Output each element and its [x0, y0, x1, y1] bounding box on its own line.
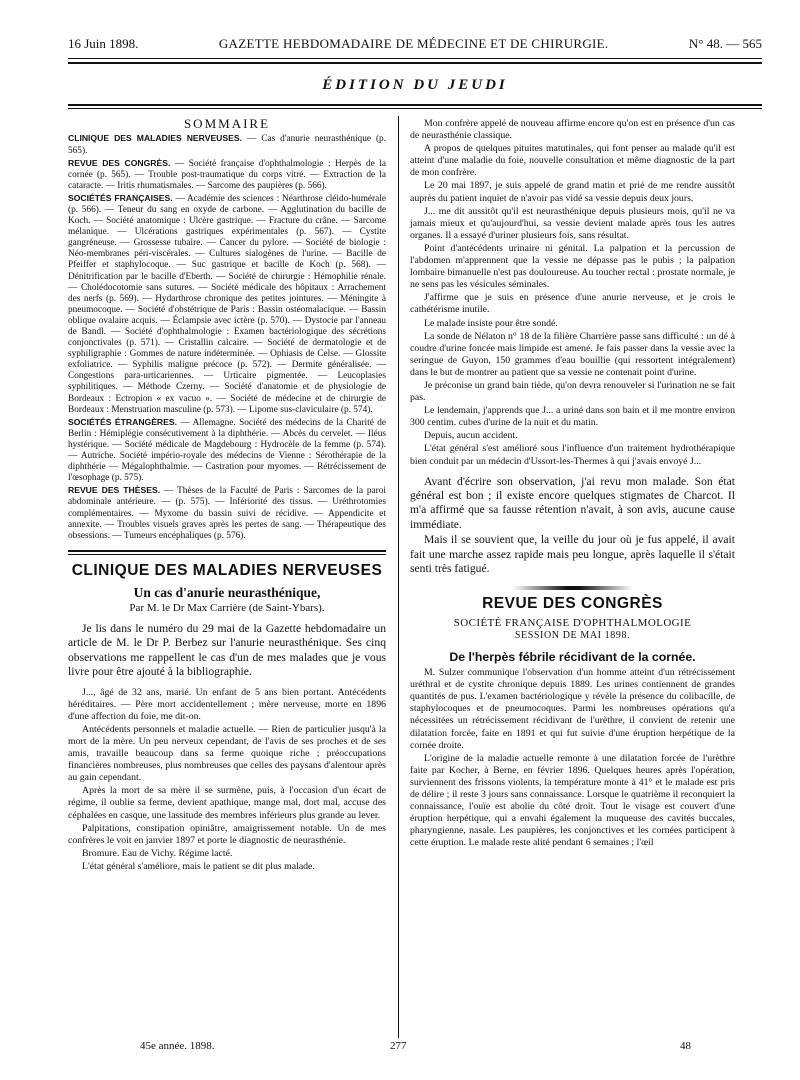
- header-date: 16 Juin 1898.: [68, 36, 139, 51]
- article-paragraph: Bromure. Eau de Vichy. Régime lacté.: [82, 847, 233, 859]
- sommaire-item: REVUE DES CONGRÈS. — Société française d'ophthalmologie : Herpès de la cornée (p. 565). — Trouble post-traumatique du corps vitré. — Extraction de la cataracte. — Iritis rhumatismales. — Sarcome des paupières (p. 566).: [68, 157, 386, 191]
- article-paragraph: Le 20 mai 1897, je suis appelé de grand matin et prié de me rendre aussitôt auprès du patient inquiet de n'avoir pas vidé sa vessie depuis deux jours.: [410, 180, 735, 204]
- article-paragraph: J..., âgé de 32 ans, marié. Un enfant de 5 ans bien portant. Antécédents héréditaires. — Père mort accidentellement ; mère nerveuse, morte en 1896 d'une affection du foie, me dit-on.: [68, 686, 386, 722]
- article-intro: Je lis dans le numéro du 29 mai de la Gazette hebdomadaire un article de M. le Dr P. Berbez sur l'anurie neurasthénique. Ses cinq observations me rappellent le cas d'un de mes malades que je vous livre pour être ajouté à la bibliographie.: [68, 622, 386, 679]
- article-paragraph: Antécédents personnels et maladie actuelle. — Rien de particulier jusqu'à la mort de la mère. Un peu nerveux cependant, de l'avis de ses proches et de ses amis, travaille beaucoup dans sa ferme quoique riche ; préoccupations financières nombreuses, plus nombreuses que celles des paysans d'alentour après au gain cependant.: [68, 723, 386, 784]
- column-separator: [398, 116, 399, 1038]
- article-paragraph: L'origine de la maladie actuelle remonte à une dilatation forcée de l'urèthre faite par Kocher, à Berne, en février 1896. Quelques heures après l'opération, surviennent des frissons violents, la température monte à 41° et le malade est pris de délire ; il reste 3 jours sans connaissance. Lorsque le quatrième il reconquiert la connaissance, l'ouïe est abolie du côté droit. Tout le visage est couvert d'une éruption herpétique, qui a envahi également la muqueuse des cavités buccales, pharyngienne, nasale. Les paupières, les conjonctives et les cornées participent à cette éruption. Le malade reste alité pendant 6 semaines ; l'œil: [410, 752, 735, 849]
- edition-title: ÉDITION DU JEUDI: [322, 77, 508, 93]
- congres-article-title: De l'herpès fébrile récidivant de la cornée.: [449, 649, 696, 664]
- footer-folio: 277: [390, 1040, 407, 1052]
- edition-rule: [68, 104, 762, 106]
- article-paragraph: Le malade insiste pour être sondé.: [424, 317, 558, 329]
- article-paragraph: Point d'antécédents urinaire ni génital. La palpation et la percussion de l'abdomen m'apprennent que la vessie ne dépasse pas le pubis ; la palpation lombaire bimanuelle n'est pas douloureuse. Au toucher rectal : prostate normale, je ne sens pas les vésicules séminales.: [410, 242, 735, 291]
- edition-rule-thin: [68, 108, 762, 109]
- session-date: SESSION DE MAI 1898.: [514, 630, 631, 642]
- article-title: Un cas d'anurie neurasthénique,: [133, 585, 321, 601]
- section-heading-clinique: CLINIQUE DES MALADIES NERVEUSES: [71, 561, 383, 579]
- page-header: [68, 36, 762, 52]
- article-paragraph: J... me dit aussitôt qu'il est neurasthénique depuis plusieurs mois, qu'il ne va jamais mieux et qu'aujourd'hui, sa vessie devient malade après tous les autres organes. Il a essayé d'uriner plusieurs fois, sans résultat.: [410, 205, 735, 241]
- article-paragraph: La sonde de Nélaton n° 18 de la filière Charrière passe sans difficulté : un dé à coudre d'urine foncée mais limpide est amené. Je fais passer dans la vessie avec la seringue de Guyon, 150 grammes d'eau bouillie (qui ressortent intégralement) dans le but de montrer au patient que sa vessie ne contenait point d'urine.: [410, 330, 735, 378]
- article-paragraph: Palpitations, constipation opiniâtre, amaigrissement notable. Un de mes confrères le voit en janvier 1897 et porte le diagnostic de neurasthénie.: [68, 822, 386, 846]
- right-column: [410, 118, 735, 851]
- footer-year: 45e année. 1898.: [140, 1040, 215, 1052]
- society-name: SOCIÉTÉ FRANÇAISE D'OPHTHALMOLOGIE: [453, 616, 692, 629]
- sommaire-item: SOCIÉTÉS FRANÇAISES. — Académie des sciences : Néarthrose cléido-humérale (p. 566). — Teneur du sang en oxyde de carbone. — Agglutination du bacille de Koch. — Société anatomique : Ulcère gastrique. — Fracture du crâne. — Sarcome mélanique. — Ulcérations gastriques expérimentales (p. 567). — Cystite gangréneuse. — Grossesse tubaire. — Cancer du pylore. — Société de biologie : Néo-membranes péri-viscérales. — Cultures sialogènes de l'urine. — Bacille de Pfeiffer et staphylocoque. — Suc gastrique et bacille de Koch (p. 568). — Dénitrification par le bacille d'Eberth. — Société de chirurgie : Hémophilie rénale. — Cholédocotomie sans sutures. — Société médicale des hôpitaux : Arrachement des nerfs (p. 569). — Hydarthrose chronique des petites jointures. — Méningite à pneumocoque. — Société d'obstétrique de Paris : Bassin ostéomalacique. — Bassin oblique ovalaire acquis. — Éclampsie avec ictère (p. 570). — Dystocie par l'anneau de Bandl. — Société d'ophthalmologie : Examen bactériologique des sécrétions conjonctivales (p. 571). — Cristallin calcaire. — Société de dermatologie et de syphiligraphie : Gommes de nature indéterminée. — Ophiasis de Celse. — Glossite exfoliatrice. — Syphilis maligne précoce (p. 572). — Dermite généralisée. — Congestions para-urticariennes. — Urticaire pigmentée. — Leucoplasies syphilitiques. — Méthode Czerny. — Société d'anatomie et de physiologie de Bordeaux : Ectropion « ex vacuo ». — Société de médecine et de chirurgie de Bordeaux : Menstruation masculine (p. 573). — Lipome sus-claviculaire (p. 574).: [68, 192, 386, 415]
- article-paragraph: A propos de quelques pituites matutinales, qui font penser au malade qu'il est atteint d'une maladie du foie, nouvelle consultation et même diagnostic de la part de mon confrère.: [410, 143, 735, 179]
- closing-paragraph: Avant d'écrire son observation, j'ai revu mon malade. Son état général est bon ; il existe encore quelques stigmates de Charcot. Il m'a affirmé que sa fausse rétention n'avait, à son avis, aucune cause immédiate.: [410, 474, 735, 531]
- article-paragraph: L'état général s'améliore, mais le patient se dit plus malade.: [82, 860, 315, 872]
- article-paragraph: L'état général s'est amélioré sous l'influence d'un traitement hydrothérapique bien conduit par un médecin d'Ussort-les-Thermes à qui j'avais envoyé J...: [410, 443, 735, 467]
- article-paragraph: M. Sulzer communique l'observation d'un homme atteint d'un rétrécissement uréthral et de cystite chronique depuis 1889. Les urines contiennent de grandes quantités de pus. L'examen bactériologique y révèle la présence du colibacille, de staphylocoques et de pneumocoques. Parmi les nombreuses opérations qu'a nécessitées un rétrécissement récidivant de l'urèthre, il convient de retenir une dilatation forcée, faite en 1891 et qui fut suivie d'une éruption herpétique de la cornée droite.: [410, 667, 735, 751]
- header-rule: [68, 58, 762, 59]
- article-paragraph: Depuis, aucun accident.: [424, 430, 518, 442]
- article-paragraph: Je préconise un grand bain tiède, qu'on devra renouveler si l'urination ne se fait pas.: [410, 379, 735, 404]
- section-rule: [68, 550, 386, 555]
- header-rule-thick: [68, 62, 762, 64]
- footer-sheet: 48: [680, 1040, 691, 1052]
- article-paragraph: J'affirme que je suis en présence d'une anurie nerveuse, et je crois le cathétérisme inutile.: [410, 292, 735, 316]
- sommaire-item: SOCIÉTÉS ÉTRANGÈRES. — Allemagne. Société des médecins de la Charité de Berlin : Hémiplégie consécutivement à la diphthérie. — Abcès du cervelet. — Iléus hystérique. — Société médicale de Magdebourg : Hydrocèle de la femme (p. 574). — Autriche. Société império-royale des médecins de Vienne : Sérothérapie de la diphthérie — Mégalophthalmie. — Castration pour myomes. — Rétrécissement de l'œsophage (p. 575).: [68, 416, 386, 484]
- closing-paragraph: Mais il se souvient que, la veille du jour où je fus appelé, il avait fait une marche assez rapide mais peu longue, après laquelle il s'était senti très fatigué.: [410, 533, 735, 576]
- article-paragraph: Après la mort de sa mère il se surmène, puis, à l'occasion d'un écart de régime, il oublie sa ferme, devient apathique, mange mal, dort mal, accuse des céphalées en casque, une lassitude des membres inférieurs plus grande au lever.: [68, 785, 386, 821]
- article-byline: Par M. le Dr Max Carrière (de Saint-Ybars).: [129, 601, 325, 614]
- section-divider: [513, 586, 633, 590]
- left-column: [68, 118, 386, 874]
- article-paragraph: Mon confrère appelé de nouveau affirme encore qu'on est en présence d'un cas de neurasthénie classique.: [410, 118, 735, 142]
- article-paragraph: Le lendemain, j'apprends que J... a uriné dans son bain et il me montre environ 300 centim. cubes d'urine de la nuit et du matin.: [410, 405, 735, 429]
- page-number: N° 48. — 565: [688, 36, 762, 51]
- journal-title: GAZETTE HEBDOMADAIRE DE MÉDECINE ET DE CHIRURGIE.: [218, 36, 609, 51]
- sommaire-title: SOMMAIRE: [183, 116, 271, 131]
- section-heading-congres: REVUE DES CONGRÈS: [482, 595, 663, 613]
- sommaire-item: CLINIQUE DES MALADIES NERVEUSES. — Cas d'anurie neurasthénique (p. 565).: [68, 133, 387, 156]
- sommaire-item: REVUE DES THÈSES. — Thèses de la Faculté de Paris : Sarcomes de la paroi abdominale antérieure. — (p. 575). — Infériorité des tissus. — Uréthrotomies complémentaires. — Myxome du bassin suivi de récidive. — Appendicite et annexite. — Troubles visuels graves après les pertes de sang. — Thérapeutique des obsessions. — Tumeurs encéphaliques (p. 576).: [68, 485, 386, 541]
